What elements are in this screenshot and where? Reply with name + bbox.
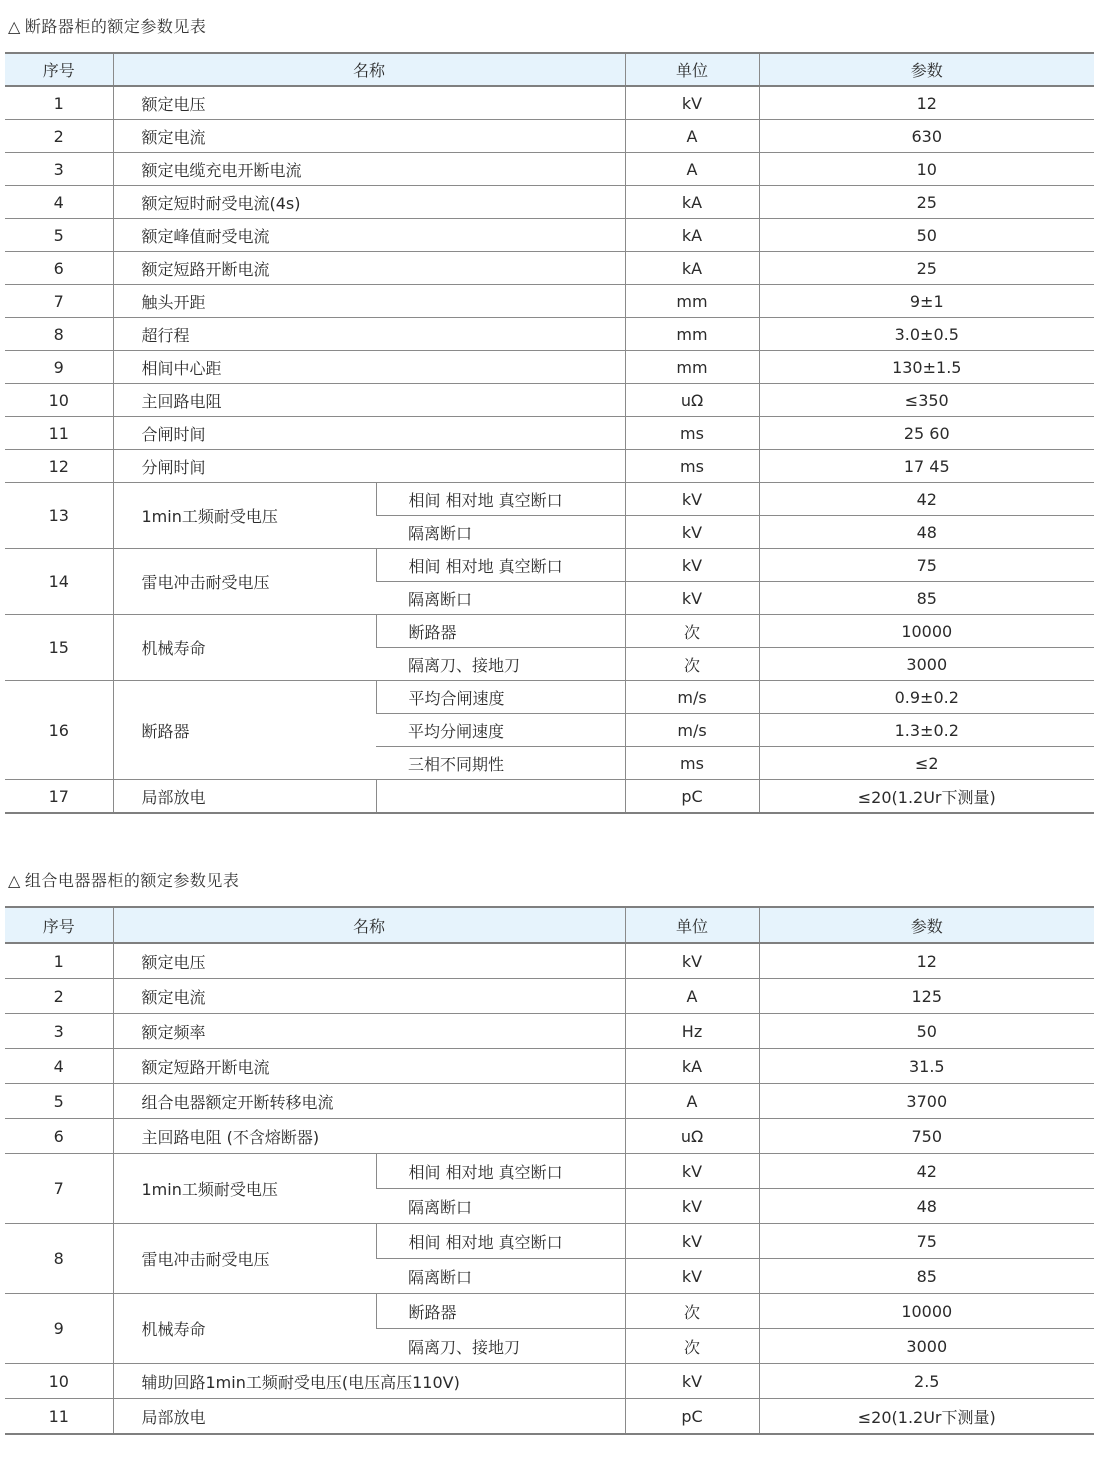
row-value: 48 — [759, 1189, 1094, 1224]
header-unit: 单位 — [625, 53, 759, 86]
row-sub-label: 隔离断口 — [376, 1259, 625, 1294]
row-value: 12 — [759, 86, 1094, 120]
row-unit: kV — [625, 516, 759, 549]
row-value: 3000 — [759, 648, 1094, 681]
row-unit: kV — [625, 1189, 759, 1224]
row-sub-label: 平均合闸速度 — [376, 681, 625, 714]
row-unit: kA — [625, 252, 759, 285]
row-unit: kV — [625, 86, 759, 120]
row-name: 相间中心距 — [113, 351, 625, 384]
table-row — [5, 1049, 1094, 1084]
table-row — [5, 252, 1094, 285]
row-name: 局部放电 — [113, 780, 376, 814]
row-value: ≤2 — [759, 747, 1094, 780]
row-number: 10 — [5, 384, 113, 417]
row-value: 42 — [759, 483, 1094, 516]
row-number: 5 — [5, 1084, 113, 1119]
row-name: 分闸时间 — [113, 450, 625, 483]
row-name: 断路器 — [113, 681, 376, 780]
row-unit: kV — [625, 1224, 759, 1259]
row-value: 10000 — [759, 1294, 1094, 1329]
row-number: 16 — [5, 681, 113, 780]
row-name: 额定电流 — [113, 120, 625, 153]
row-sub-label: 隔离断口 — [376, 1189, 625, 1224]
row-unit: kA — [625, 1049, 759, 1084]
row-number: 9 — [5, 351, 113, 384]
row-unit: kV — [625, 1259, 759, 1294]
row-name: 触头开距 — [113, 285, 625, 318]
row-number: 11 — [5, 417, 113, 450]
table-row — [5, 943, 1094, 979]
row-sub-label: 隔离断口 — [376, 582, 625, 615]
table-row — [5, 417, 1094, 450]
table-row — [5, 450, 1094, 483]
row-name: 额定电压 — [113, 943, 625, 979]
header-value: 参数 — [759, 53, 1094, 86]
row-name: 额定峰值耐受电流 — [113, 219, 625, 252]
row-name: 额定短时耐受电流(4s) — [113, 186, 625, 219]
row-sub-label: 相间 相对地 真空断口 — [376, 1154, 625, 1189]
row-unit: kV — [625, 549, 759, 582]
row-number: 2 — [5, 120, 113, 153]
row-name: 额定短路开断电流 — [113, 1049, 625, 1084]
row-value: 50 — [759, 219, 1094, 252]
row-value: 130±1.5 — [759, 351, 1094, 384]
row-unit: kV — [625, 483, 759, 516]
row-name: 组合电器额定开断转移电流 — [113, 1084, 625, 1119]
row-value: 9±1 — [759, 285, 1094, 318]
row-value: 48 — [759, 516, 1094, 549]
table2-title-text: 组合电器器柜的额定参数见表 — [24, 871, 240, 890]
row-sub-label: 隔离断口 — [376, 516, 625, 549]
header-unit: 单位 — [625, 907, 759, 943]
row-number: 5 — [5, 219, 113, 252]
row-number: 3 — [5, 1014, 113, 1049]
row-number: 9 — [5, 1294, 113, 1364]
row-value: 10000 — [759, 615, 1094, 648]
row-value: 42 — [759, 1154, 1094, 1189]
table1-body — [5, 86, 1094, 813]
row-value: 750 — [759, 1119, 1094, 1154]
row-number: 10 — [5, 1364, 113, 1399]
row-unit: ms — [625, 417, 759, 450]
row-number: 3 — [5, 153, 113, 186]
triangle-icon: △ — [8, 17, 21, 36]
header-no: 序号 — [5, 53, 113, 86]
row-unit: Hz — [625, 1014, 759, 1049]
row-number: 6 — [5, 252, 113, 285]
row-value: ≤20(1.2Ur下测量) — [759, 780, 1094, 814]
table-row — [5, 186, 1094, 219]
row-sub-label: 相间 相对地 真空断口 — [376, 1224, 625, 1259]
table-row — [5, 86, 1094, 120]
table-header-row — [5, 907, 1094, 943]
row-unit: uΩ — [625, 1119, 759, 1154]
row-number: 2 — [5, 979, 113, 1014]
row-number: 7 — [5, 1154, 113, 1224]
row-number: 15 — [5, 615, 113, 681]
row-value: 31.5 — [759, 1049, 1094, 1084]
row-unit: A — [625, 1084, 759, 1119]
table-row — [5, 1364, 1094, 1399]
table-row — [5, 615, 1094, 648]
table-row — [5, 318, 1094, 351]
row-unit: A — [625, 120, 759, 153]
row-unit: A — [625, 153, 759, 186]
row-number: 14 — [5, 549, 113, 615]
table-row — [5, 1014, 1094, 1049]
table-row — [5, 549, 1094, 582]
table-row — [5, 1224, 1094, 1259]
row-unit: kV — [625, 582, 759, 615]
row-number: 8 — [5, 1224, 113, 1294]
row-value: 17 45 — [759, 450, 1094, 483]
table-row — [5, 285, 1094, 318]
table1-title-text: 断路器柜的额定参数见表 — [24, 17, 207, 36]
row-sub-label: 平均分闸速度 — [376, 714, 625, 747]
row-number: 1 — [5, 943, 113, 979]
row-sub-label: 隔离刀、接地刀 — [376, 648, 625, 681]
row-value: 10 — [759, 153, 1094, 186]
table-row — [5, 153, 1094, 186]
row-sub-label: 断路器 — [376, 615, 625, 648]
row-unit: mm — [625, 318, 759, 351]
row-value: 630 — [759, 120, 1094, 153]
header-no: 序号 — [5, 907, 113, 943]
table-row — [5, 780, 1094, 814]
row-unit: pC — [625, 1399, 759, 1435]
circuit-breaker-spec-table — [5, 52, 1094, 814]
row-name: 机械寿命 — [113, 1294, 376, 1364]
row-value: 25 60 — [759, 417, 1094, 450]
row-name: 主回路电阻 — [113, 384, 625, 417]
row-number: 17 — [5, 780, 113, 814]
row-value: 1.3±0.2 — [759, 714, 1094, 747]
row-number: 7 — [5, 285, 113, 318]
table2-title — [8, 868, 239, 891]
table-row — [5, 1294, 1094, 1329]
row-unit: A — [625, 979, 759, 1014]
row-value: 25 — [759, 186, 1094, 219]
table-row — [5, 1154, 1094, 1189]
row-value: 50 — [759, 1014, 1094, 1049]
row-sub-label: 断路器 — [376, 1294, 625, 1329]
row-unit: kV — [625, 1154, 759, 1189]
table-row — [5, 120, 1094, 153]
row-number: 4 — [5, 1049, 113, 1084]
row-unit: m/s — [625, 714, 759, 747]
row-name: 超行程 — [113, 318, 625, 351]
row-unit: kV — [625, 943, 759, 979]
row-value: 125 — [759, 979, 1094, 1014]
row-unit: 次 — [625, 1329, 759, 1364]
table2-body — [5, 943, 1094, 1434]
row-number: 12 — [5, 450, 113, 483]
row-sub-label: 隔离刀、接地刀 — [376, 1329, 625, 1364]
row-value: 75 — [759, 549, 1094, 582]
table-row — [5, 1399, 1094, 1435]
row-unit: kV — [625, 1364, 759, 1399]
row-name: 主回路电阻 (不含熔断器) — [113, 1119, 625, 1154]
row-unit: mm — [625, 351, 759, 384]
row-number: 6 — [5, 1119, 113, 1154]
row-unit: ms — [625, 450, 759, 483]
table1-title — [8, 14, 206, 37]
header-name: 名称 — [113, 907, 625, 943]
row-sub-label: 三相不同期性 — [376, 747, 625, 780]
row-name: 合闸时间 — [113, 417, 625, 450]
row-name: 额定电流 — [113, 979, 625, 1014]
table-row — [5, 1119, 1094, 1154]
row-value: 75 — [759, 1224, 1094, 1259]
combined-apparatus-spec-table — [5, 906, 1094, 1435]
row-value: ≤350 — [759, 384, 1094, 417]
row-number: 13 — [5, 483, 113, 549]
table-row — [5, 384, 1094, 417]
row-name: 雷电冲击耐受电压 — [113, 549, 376, 615]
row-value: 0.9±0.2 — [759, 681, 1094, 714]
row-name: 额定电压 — [113, 86, 625, 120]
row-name: 额定电缆充电开断电流 — [113, 153, 625, 186]
row-unit: m/s — [625, 681, 759, 714]
header-name: 名称 — [113, 53, 625, 86]
table-row — [5, 1084, 1094, 1119]
header-value: 参数 — [759, 907, 1094, 943]
row-name: 额定频率 — [113, 1014, 625, 1049]
triangle-icon: △ — [8, 871, 21, 890]
row-unit: kA — [625, 186, 759, 219]
row-unit: 次 — [625, 615, 759, 648]
row-unit: kA — [625, 219, 759, 252]
row-unit: 次 — [625, 648, 759, 681]
table-row — [5, 979, 1094, 1014]
row-unit: ms — [625, 747, 759, 780]
row-value: 85 — [759, 1259, 1094, 1294]
row-name: 局部放电 — [113, 1399, 625, 1435]
row-unit: 次 — [625, 1294, 759, 1329]
row-value: 12 — [759, 943, 1094, 979]
row-number: 4 — [5, 186, 113, 219]
row-unit: mm — [625, 285, 759, 318]
row-name: 辅助回路1min工频耐受电压(电压高压110V) — [113, 1364, 625, 1399]
row-value: 2.5 — [759, 1364, 1094, 1399]
row-value: 3.0±0.5 — [759, 318, 1094, 351]
row-name: 机械寿命 — [113, 615, 376, 681]
row-value: 85 — [759, 582, 1094, 615]
row-number: 1 — [5, 86, 113, 120]
row-value: 25 — [759, 252, 1094, 285]
row-name: 1min工频耐受电压 — [113, 483, 376, 549]
row-sub-label: 相间 相对地 真空断口 — [376, 483, 625, 516]
row-unit: uΩ — [625, 384, 759, 417]
row-value: 3000 — [759, 1329, 1094, 1364]
row-sub-label — [376, 780, 625, 814]
table-row — [5, 681, 1094, 714]
table-row — [5, 483, 1094, 516]
row-name: 雷电冲击耐受电压 — [113, 1224, 376, 1294]
row-number: 11 — [5, 1399, 113, 1435]
row-sub-label: 相间 相对地 真空断口 — [376, 549, 625, 582]
row-name: 1min工频耐受电压 — [113, 1154, 376, 1224]
table-header-row — [5, 53, 1094, 86]
table-row — [5, 351, 1094, 384]
row-value: ≤20(1.2Ur下测量) — [759, 1399, 1094, 1435]
row-value: 3700 — [759, 1084, 1094, 1119]
row-name: 额定短路开断电流 — [113, 252, 625, 285]
row-unit: pC — [625, 780, 759, 814]
row-number: 8 — [5, 318, 113, 351]
table-row — [5, 219, 1094, 252]
